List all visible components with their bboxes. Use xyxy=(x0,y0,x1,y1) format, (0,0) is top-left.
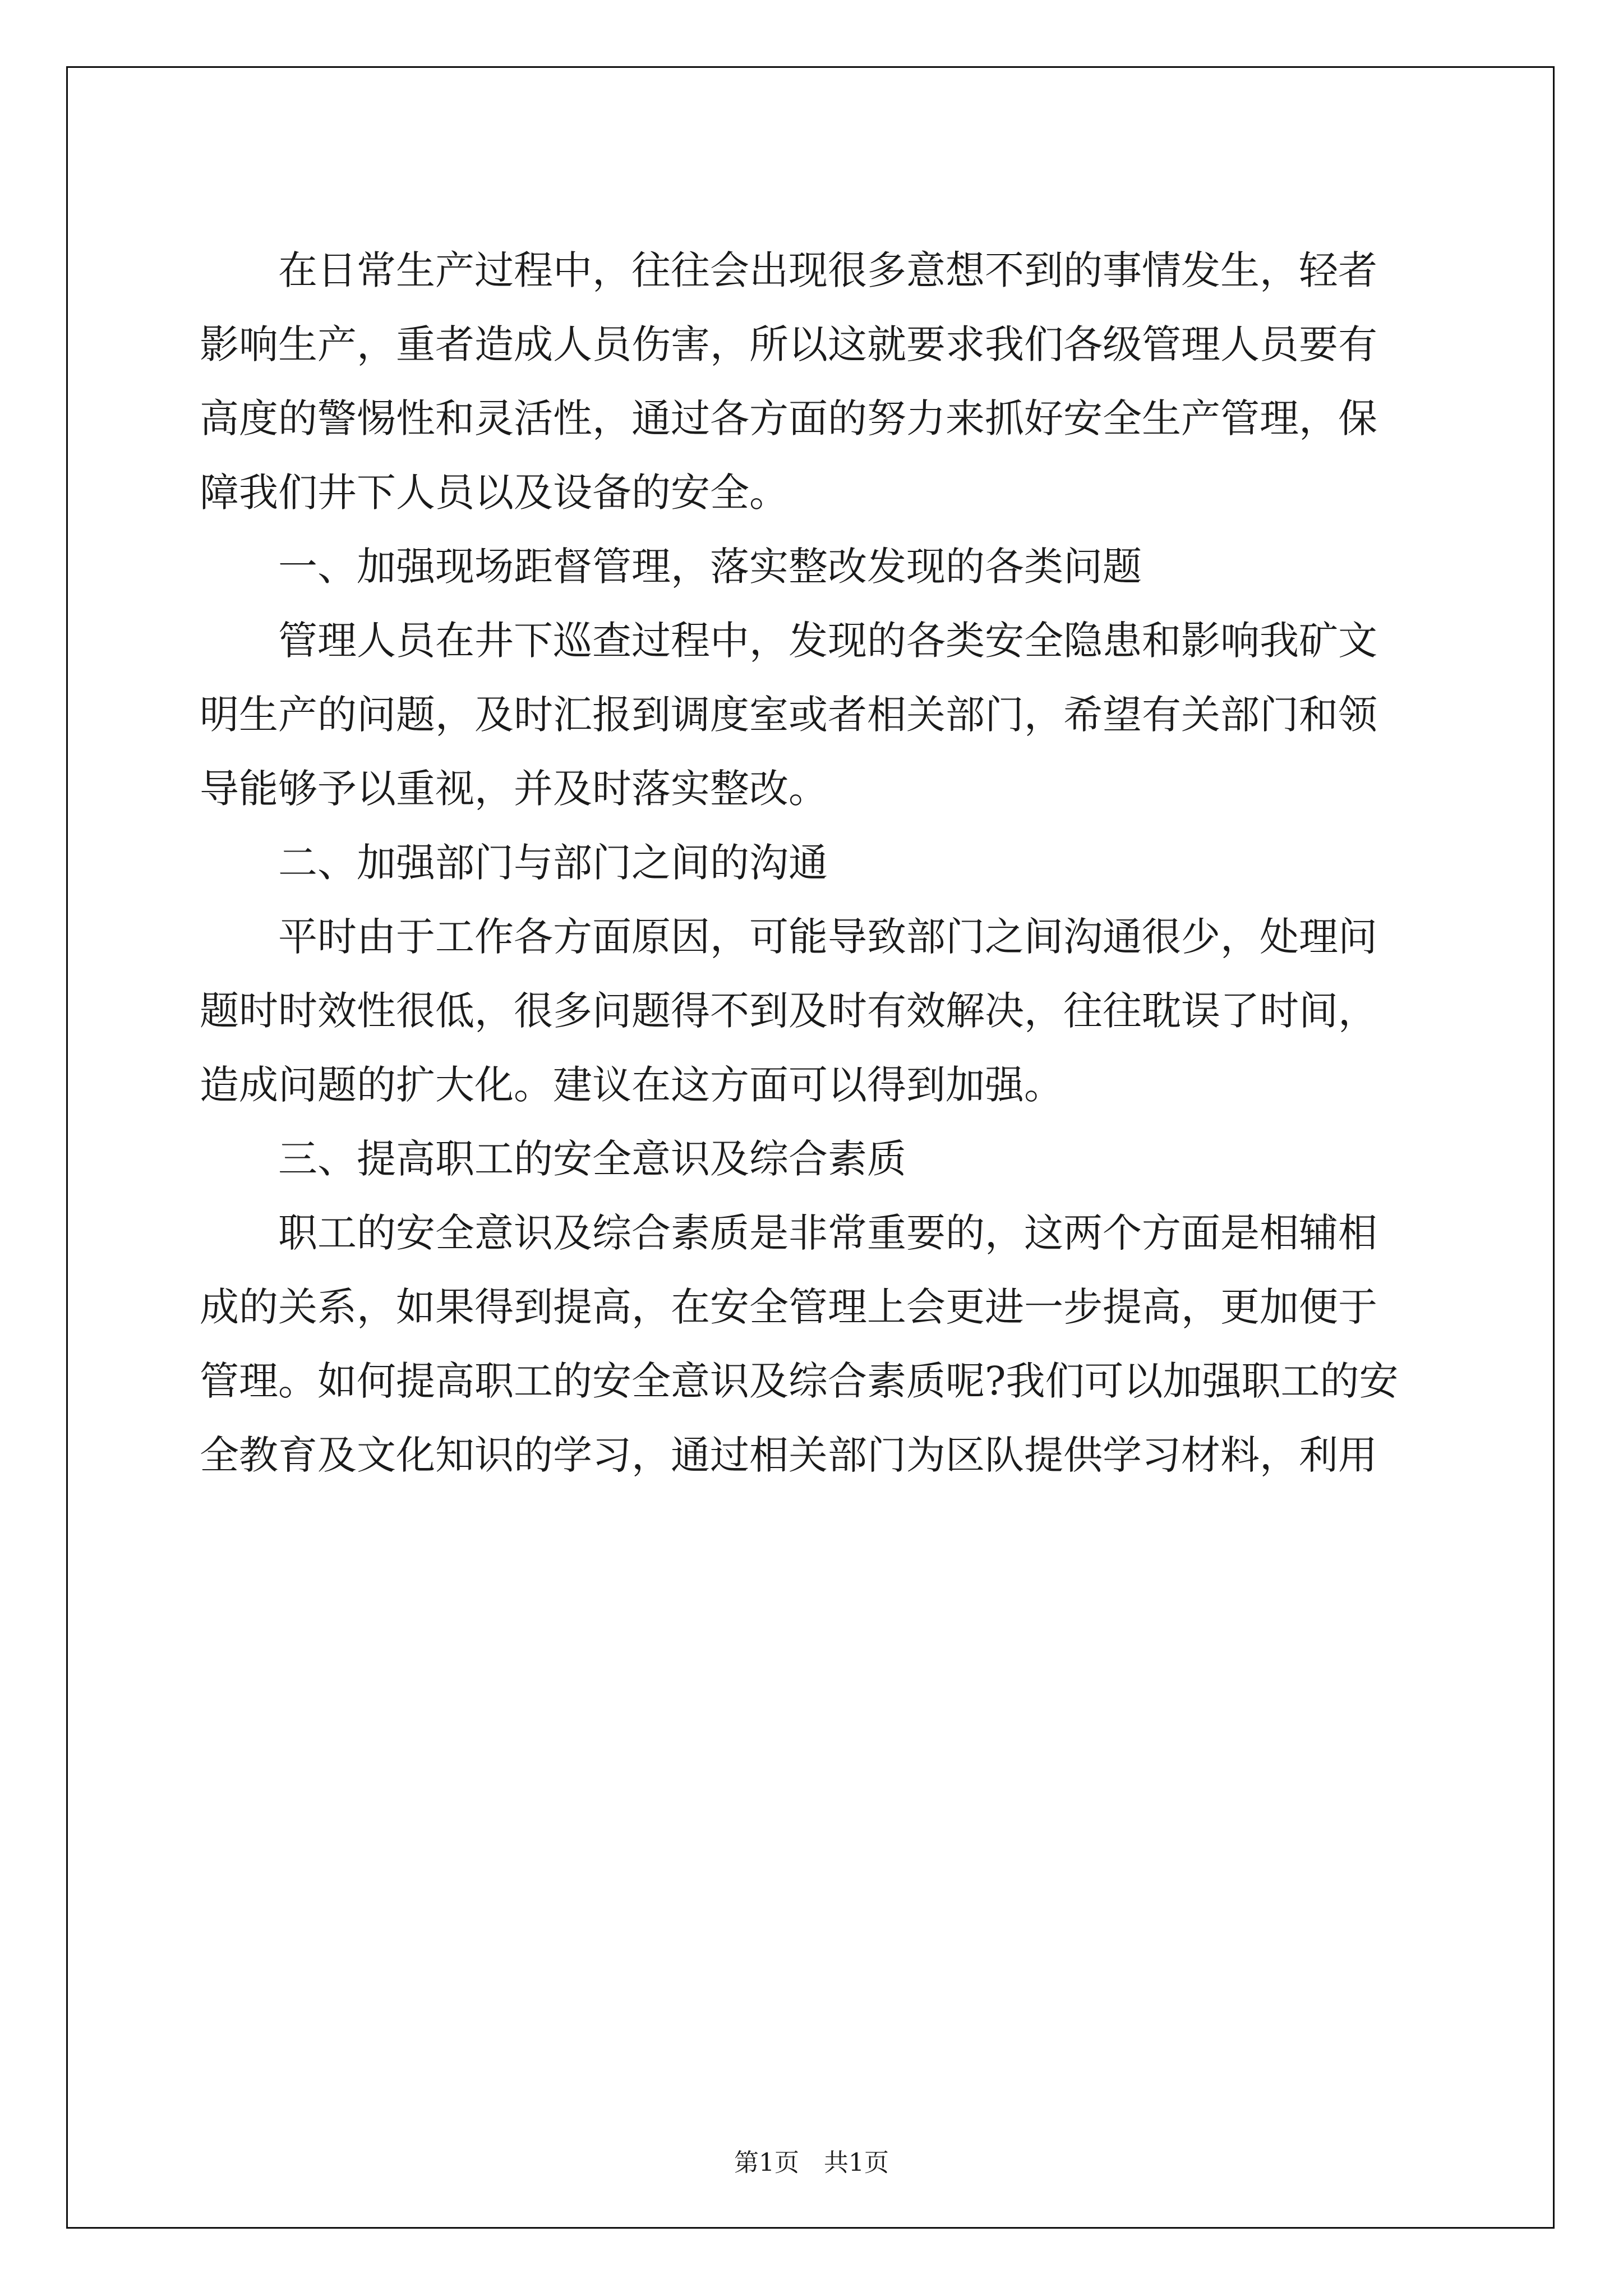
section-heading-2: 二、加强部门与部门之间的沟通 xyxy=(200,840,828,886)
text-line: 造成问题的扩大化。建议在这方面可以得到加强。 xyxy=(200,1062,1063,1108)
text-line: 障我们井下人员以及设备的安全。 xyxy=(200,470,789,516)
text-line: 明生产的问题，及时汇报到调度室或者相关部门，希望有关部门和领 xyxy=(200,692,1377,738)
text-line: 影响生产，重者造成人员伤害，所以这就要求我们各级管理人员要有 xyxy=(200,321,1377,367)
text-line: 职工的安全意识及综合素质是非常重要的，这两个方面是相辅相 xyxy=(200,1210,1377,1256)
text-line: 导能够予以重视，并及时落实整改。 xyxy=(200,766,828,812)
text-line: 平时由于工作各方面原因，可能导致部门之间沟通很少，处理问 xyxy=(200,914,1377,960)
text-line: 管理。如何提高职工的安全意识及综合素质呢?我们可以加强职工的安 xyxy=(200,1358,1399,1404)
text-line: 全教育及文化知识的学习，通过相关部门为区队提供学习材料，利用 xyxy=(200,1432,1377,1478)
text-line: 管理人员在井下巡查过程中，发现的各类安全隐患和影响我矿文 xyxy=(200,618,1377,664)
document-body xyxy=(200,233,1433,1492)
text-line: 在日常生产过程中，往往会出现很多意想不到的事情发生，轻者 xyxy=(200,247,1377,293)
text-line: 成的关系，如果得到提高，在安全管理上会更进一步提高，更加便于 xyxy=(200,1284,1377,1330)
page-number-footer: 第1页 共1页 xyxy=(734,2148,889,2177)
text-line: 题时时效性很低，很多问题得不到及时有效解决，往往耽误了时间， xyxy=(200,988,1377,1034)
text-line: 高度的警惕性和灵活性，通过各方面的努力来抓好安全生产管理，保 xyxy=(200,395,1377,441)
section-heading-3: 三、提高职工的安全意识及综合素质 xyxy=(200,1136,906,1182)
section-heading-1: 一、加强现场距督管理，落实整改发现的各类问题 xyxy=(200,544,1142,590)
